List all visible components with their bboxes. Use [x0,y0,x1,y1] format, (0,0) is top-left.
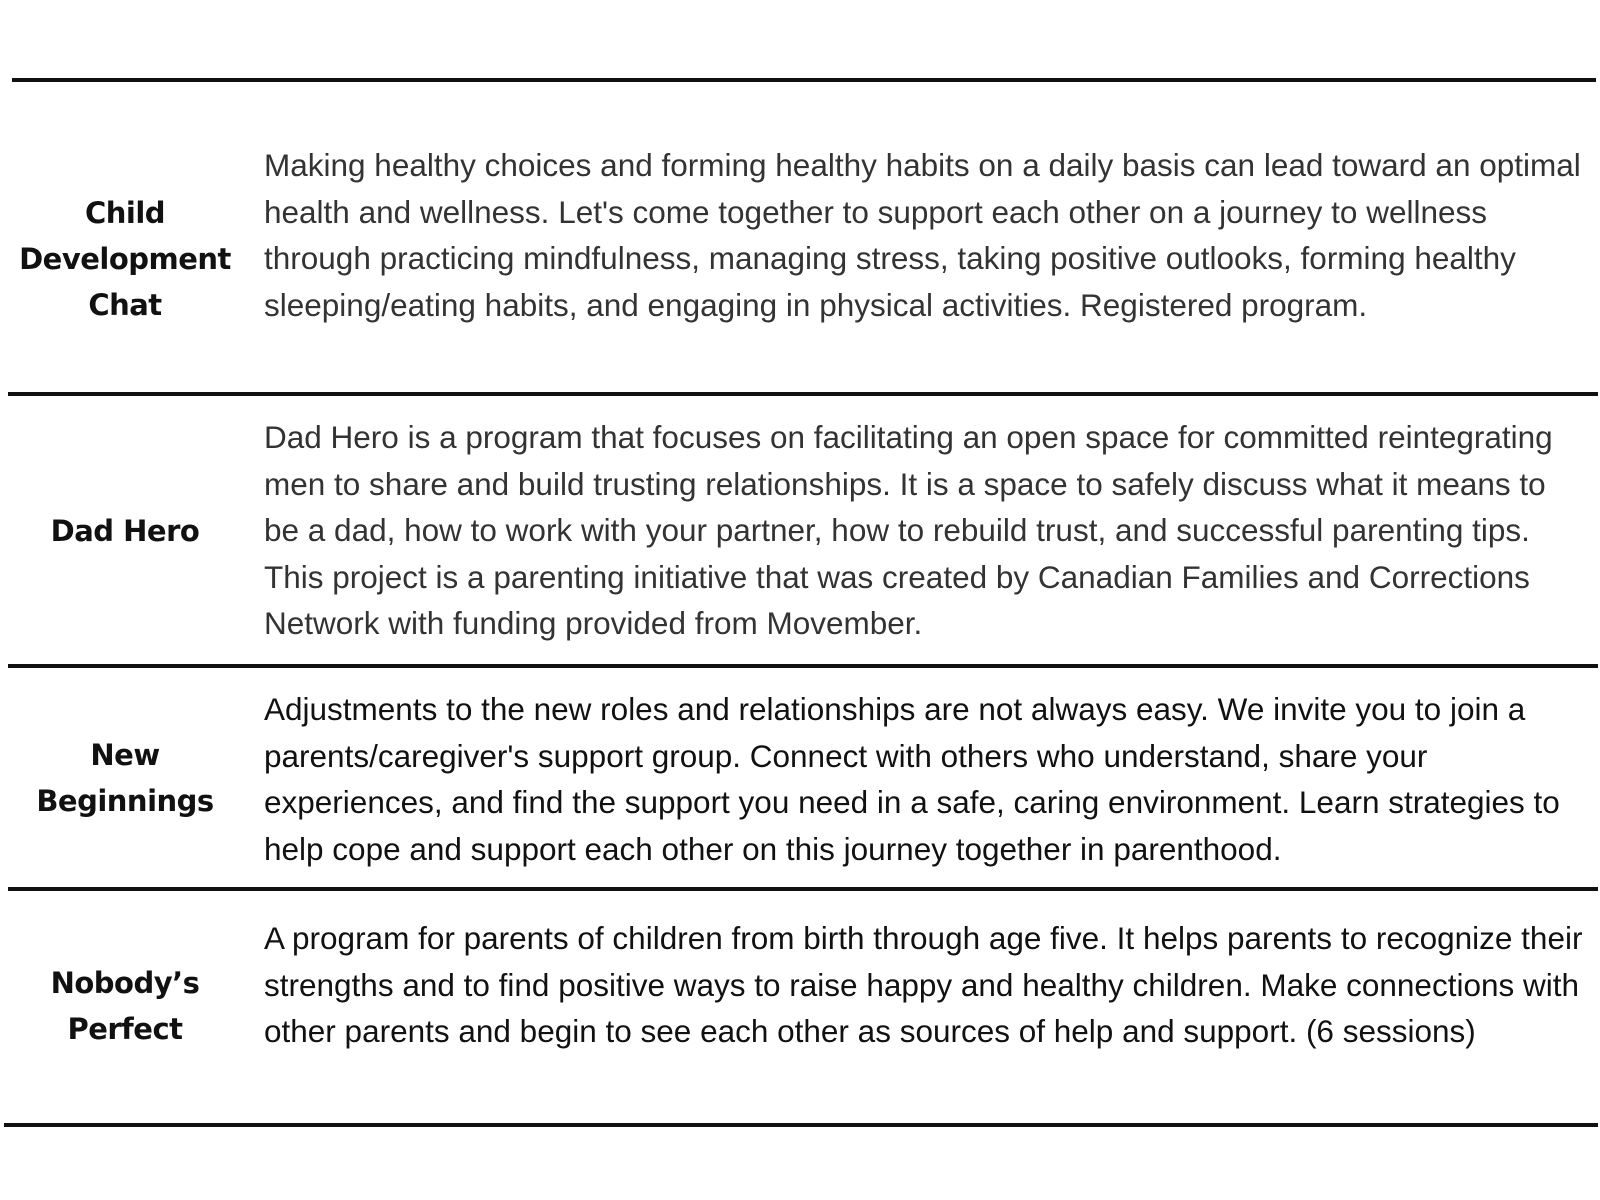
program-description: Making healthy choices and forming healthy habits on a daily basis can lead toward an optimal health and wellness. Let's come together to support each other on a journey to wellness through practicing mindfulness, managing stress, taking positive outlooks, forming healthy sleeping/eating habits, and engaging in physical activities. Registered program. [264,147,1581,323]
program-name-line: Perfect [67,1012,183,1046]
program-name-line: Development [19,242,231,276]
row-divider [8,392,1598,396]
program-name [10,190,240,328]
program-name-line: Dad Hero [50,514,200,548]
program-name [10,732,240,824]
table-bottom-rule [4,1123,1598,1127]
program-name [10,508,240,554]
program-description: A program for parents of children from birth through age five. It helps parents to recognize their strengths and to find positive ways to raise happy and healthy children. Make connections with other parents and begin to see each other as sources of help and support. (6 sessions) [264,920,1583,1049]
program-name [10,960,240,1052]
table-top-rule [12,78,1596,82]
program-name-line: Chat [88,288,162,322]
program-name-line: Child [84,196,166,230]
program-name-line: New [90,738,160,772]
row-divider [8,887,1598,891]
program-name-line: Nobody’s [50,966,200,1000]
program-description: Adjustments to the new roles and relationships are not always easy. We invite you to join a parents/caregiver's support group. Connect with others who understand, share your experiences, and find the support you need in a safe, caring environment. Learn strategies to help cope and support each other on this journey together in parenthood. [264,691,1560,867]
row-divider [8,664,1598,668]
program-name-line: Beginnings [36,784,214,818]
program-description: Dad Hero is a program that focuses on facilitating an open space for committed reintegrating men to share and build trusting relationships. It is a space to safely discuss what it means to be a dad, how to work with your partner, how to rebuild trust, and successful parenting tips. This project is a parenting initiative that was created by Canadian Families and Corrections Network with funding provided from Movember. [264,419,1553,641]
